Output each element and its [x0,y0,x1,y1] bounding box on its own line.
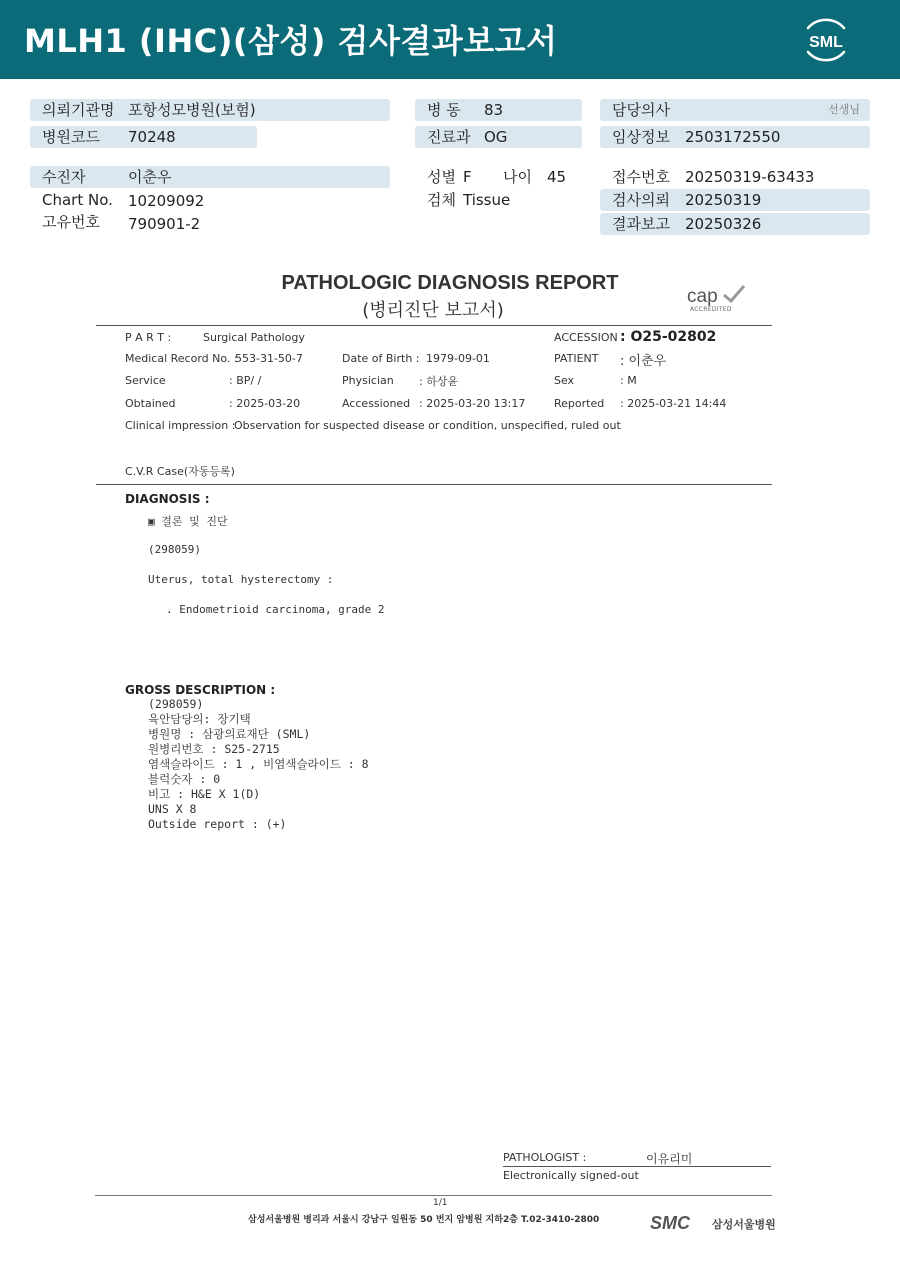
header-banner [0,0,900,79]
institution-label: 의뢰기관명 [42,101,115,119]
patient-label: 수진자 [42,168,86,186]
obtained-label: Obtained [125,397,176,410]
part-value: Surgical Pathology [203,331,305,344]
gross-heading: GROSS DESCRIPTION : [125,683,276,697]
divider [96,484,772,485]
accession-label: ACCESSION [554,331,618,344]
clinical-info-field [600,126,870,148]
department-field [415,126,582,148]
gross-line: Outside report : (+) [148,817,287,831]
hospital-code-field [30,126,257,148]
report-subtitle: (병리진단 보고서) [362,300,504,321]
pathologist-value: 이유리미 [646,1152,693,1166]
diagnosis-heading: DIAGNOSIS : [125,492,210,506]
mrn-value: 553-31-50-7 [235,352,303,365]
cvr-case: C.V.R Case(자동등록) [125,465,235,478]
clinical-impression-label: Clinical impression : [125,419,236,432]
diagnosis-line: (298059) [148,543,201,556]
department-value: OG [484,128,508,146]
ward-label: 병 동 [427,101,461,119]
gross-line: 블럭숫자 : 0 [148,772,221,786]
patient-report-value: : 이춘우 [620,354,667,369]
mrn-label: Medical Record No. : [125,352,238,365]
obtained-value: : 2025-03-20 [229,397,301,410]
accessioned-value: : 2025-03-20 13:17 [419,397,526,410]
request-date-label: 검사의뢰 [612,191,670,209]
sex-label: 성별 [427,168,456,186]
department-label: 진료과 [427,128,471,146]
cap-accredited: ACCREDITED [690,306,732,313]
institution-value: 포항성모병원(보험) [128,101,256,119]
footer-divider [95,1195,772,1196]
clinical-info-label: 임상정보 [612,128,670,146]
sex-value: F [463,168,472,186]
doctor-field [600,99,870,121]
patient-field [30,166,390,188]
gross-line: 병원명 : 삼광의료재단 (SML) [148,727,311,741]
part-label: P A R T : [125,331,172,344]
physician-value: : 하상윤 [419,375,459,388]
accession-value: : O25-02802 [620,329,717,345]
ward-value: 83 [484,101,504,119]
sex-report-label: Sex [554,374,575,387]
chart-no-label: Chart No. [42,191,113,209]
smc-logo: SMC [650,1213,690,1233]
hospital-code-value: 70248 [128,128,176,146]
signed-out-text: Electronically signed-out [503,1169,639,1182]
logo-text: SML [809,34,843,51]
diagnosis-line: . Endometrioid carcinoma, grade 2 [166,603,385,616]
receipt-no-label: 접수번호 [612,168,670,186]
doctor-label: 담당의사 [612,101,670,119]
dob-label: Date of Birth : [342,352,420,365]
ward-field [415,99,582,121]
divider [96,325,772,326]
gross-line: (298059) [148,697,204,711]
report-date-label: 결과보고 [612,215,670,233]
accessioned-label: Accessioned [342,397,411,410]
gross-line: 염색슬라이드 : 1 , 비염색슬라이드 : 8 [148,757,369,771]
report-date-field [600,213,870,235]
doctor-suffix: 선생님 [828,103,860,116]
page-title: MLH1 (IHC)(삼성) 검사결과보고서 [24,22,558,60]
page-number: 1/1 [433,1198,448,1208]
sex-report-value: : M [620,374,637,387]
pathologist-label: PATHOLOGIST : [503,1151,587,1164]
sml-logo-icon [798,12,854,68]
divider [503,1166,771,1167]
patient-value: 이춘우 [128,168,172,186]
receipt-no-value: 20250319-63433 [685,168,815,186]
patient-report-label: PATIENT [554,352,599,365]
reported-label: Reported [554,397,605,410]
age-label: 나이 [503,168,532,186]
service-label: Service [125,374,166,387]
service-value: : BP/ / [229,374,262,387]
chart-no-value: 10209092 [128,192,205,210]
gross-line: 육안담당의: 장기택 [148,712,251,726]
footer-hospital-name: 삼성서울병원 [712,1218,776,1231]
institution-field [30,99,390,121]
gross-line: 원병리번호 : S25-2715 [148,742,280,756]
physician-label: Physician [342,374,394,387]
report-title: PATHOLOGIC DIAGNOSIS REPORT [281,272,619,294]
gross-line: UNS X 8 [148,802,197,816]
reported-value: : 2025-03-21 14:44 [620,397,727,410]
request-date-value: 20250319 [685,191,762,209]
request-date-field [600,189,870,211]
clinical-info-value: 2503172550 [685,128,781,146]
hospital-code-label: 병원코드 [42,128,100,146]
specimen-label: 검체 [427,191,456,209]
cap-logo-text: cap [687,286,718,307]
footer-address: 삼성서울병원 병리과 서울시 강남구 일원동 50 번지 암병원 지하2층 T.02-3410-2800 [248,1215,600,1225]
unique-no-label: 고유번호 [42,213,100,231]
clinical-impression-value: Observation for suspected disease or condition, unspecified, ruled out [234,419,621,432]
age-value: 45 [547,168,567,186]
gross-line: 비고 : H&E X 1(D) [148,787,261,801]
report-date-value: 20250326 [685,215,762,233]
dob-value: 1979-09-01 [426,352,490,365]
checkmark-icon [722,284,746,304]
unique-no-value: 790901-2 [128,215,201,233]
diagnosis-line: Uterus, total hysterectomy : [148,573,334,586]
diagnosis-line: ▣ 결론 및 진단 [148,515,228,528]
specimen-value: Tissue [463,191,511,209]
